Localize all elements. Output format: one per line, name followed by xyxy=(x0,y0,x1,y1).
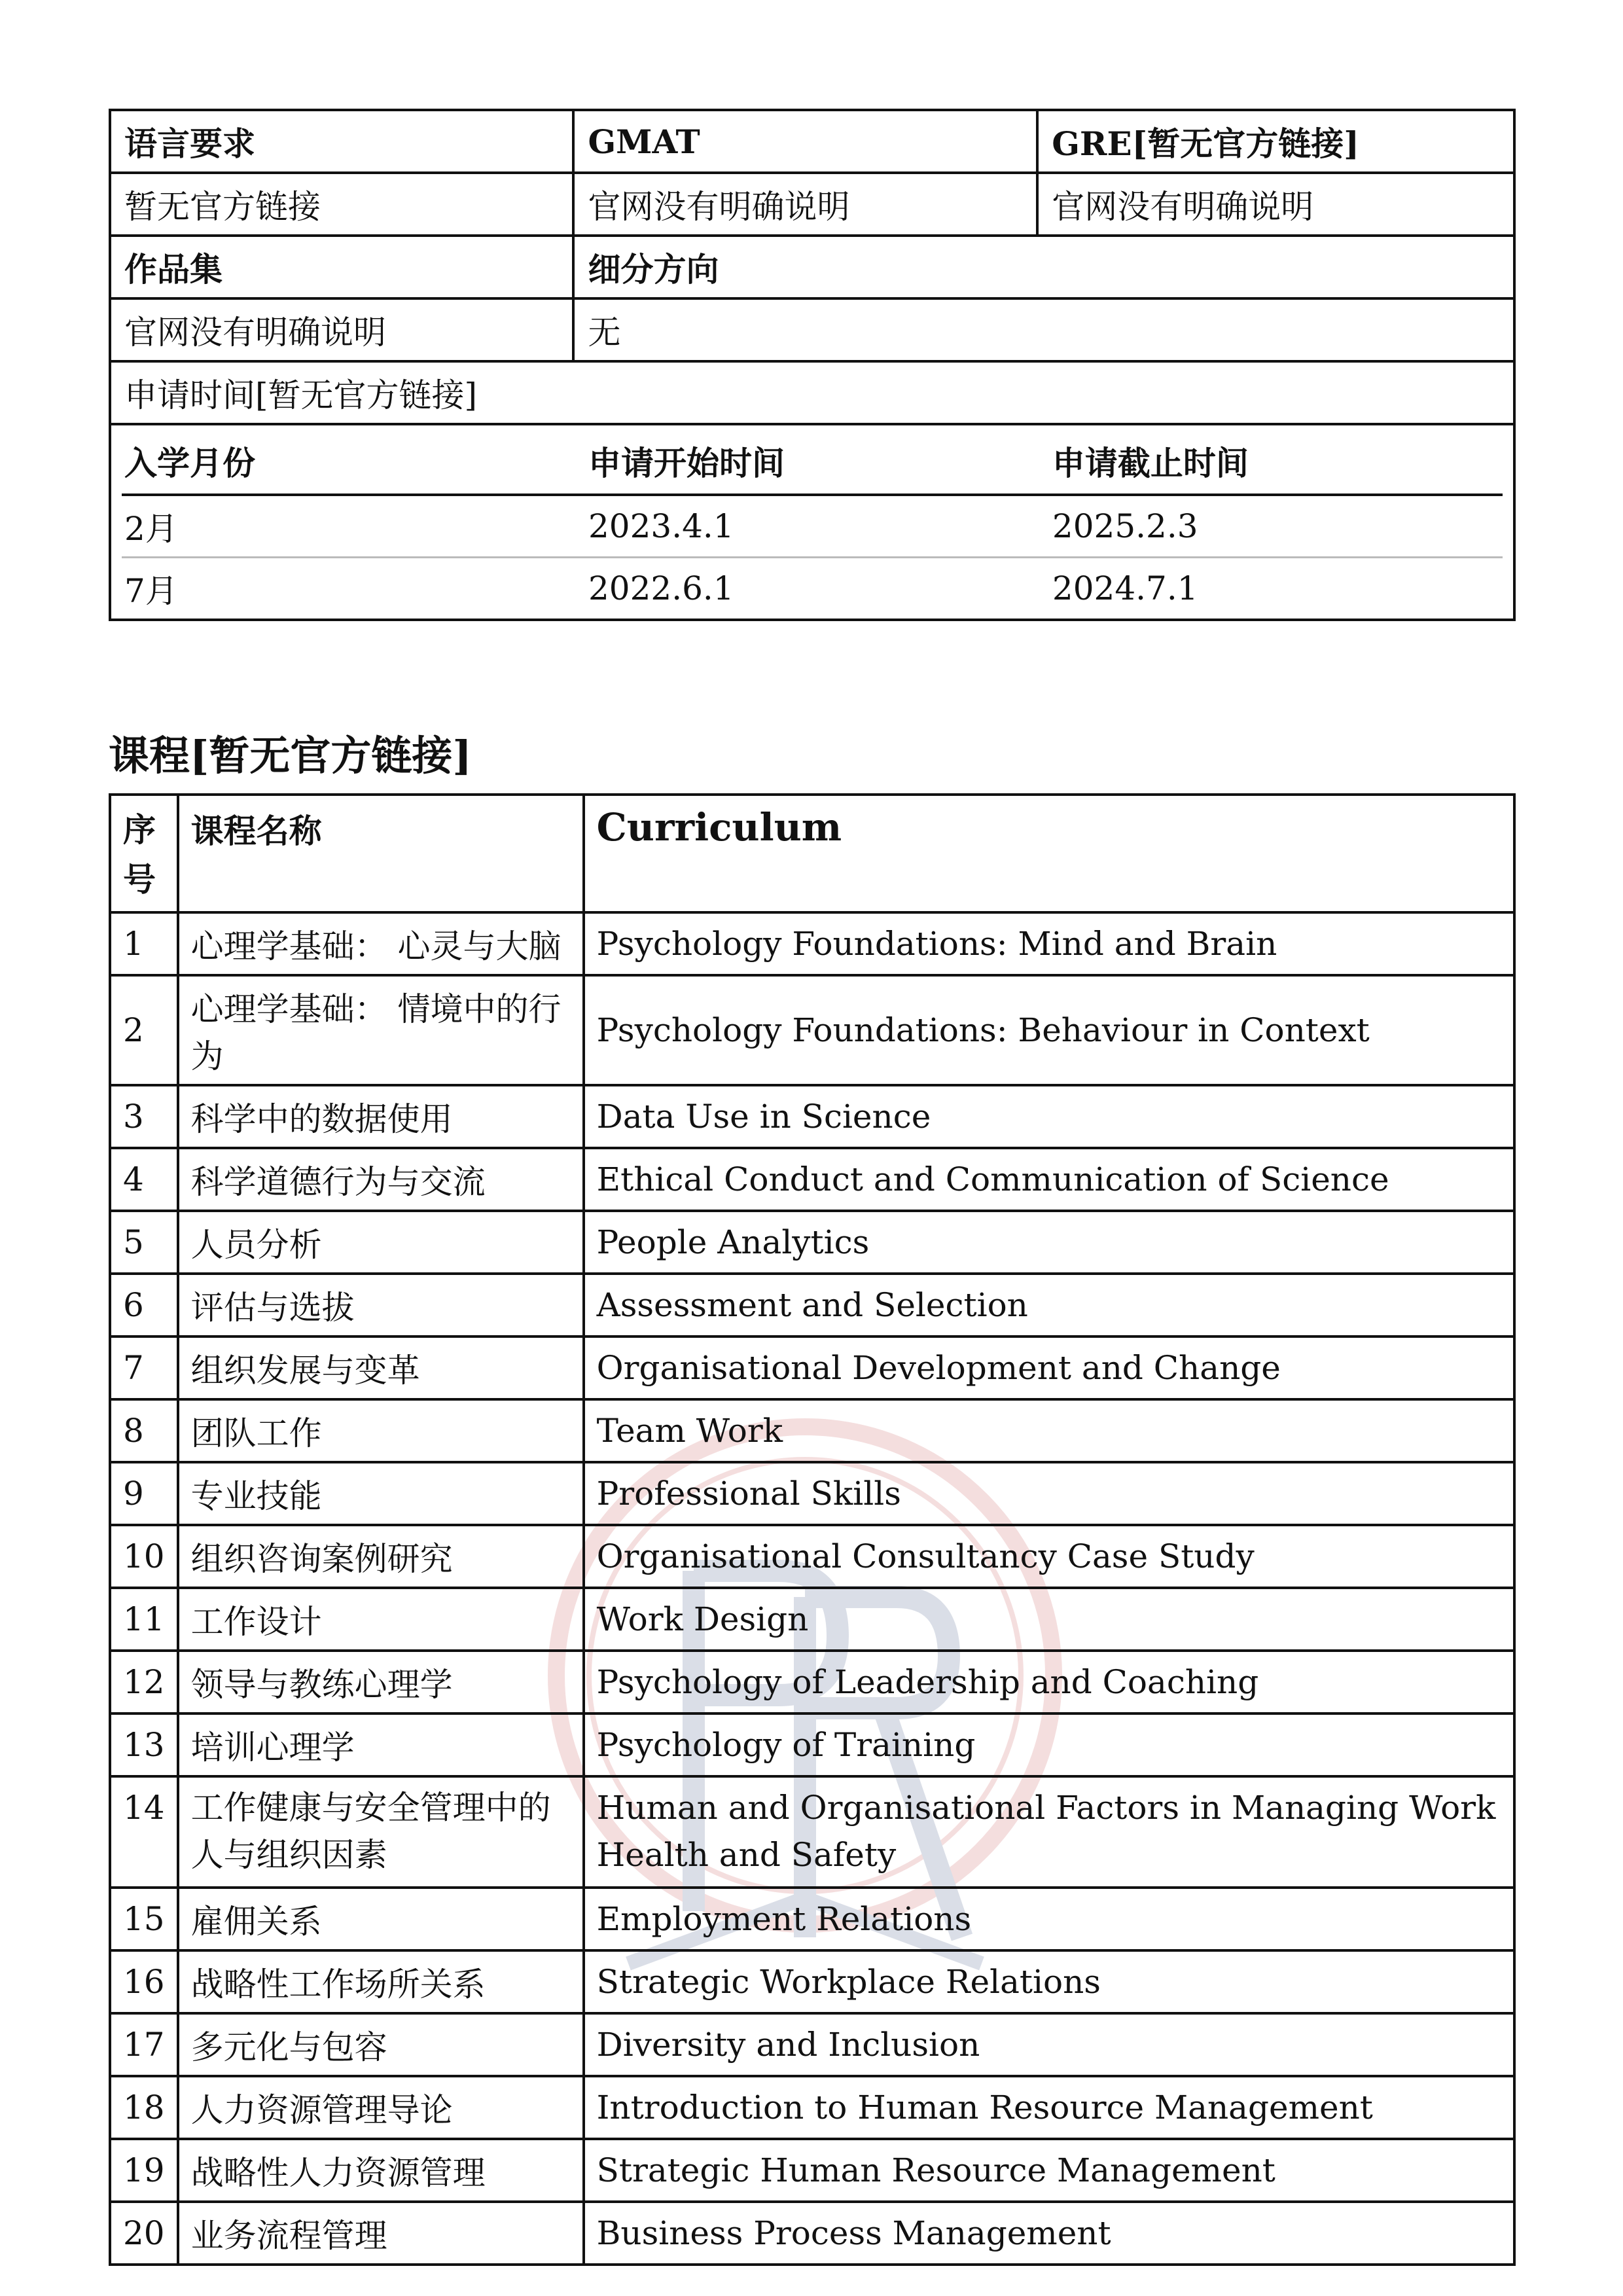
header-number: 序号 xyxy=(110,795,178,912)
language-value: 暂无官方链接 xyxy=(110,173,573,236)
course-english-name: Professional Skills xyxy=(584,1462,1514,1525)
direction-value: 无 xyxy=(573,298,1514,361)
portfolio-value: 官网没有明确说明 xyxy=(110,298,573,361)
course-chinese-name: 心理学基础： 心灵与大脑 xyxy=(178,912,584,975)
course-number: 19 xyxy=(110,2139,178,2202)
course-english-name: Work Design xyxy=(584,1588,1514,1651)
course-number: 13 xyxy=(110,1713,178,1776)
course-row xyxy=(110,1211,1514,1274)
course-row xyxy=(110,1888,1514,1950)
course-number: 17 xyxy=(110,2013,178,2076)
intake-header-row xyxy=(122,428,1503,495)
course-number: 12 xyxy=(110,1651,178,1713)
course-number: 1 xyxy=(110,912,178,975)
course-number: 4 xyxy=(110,1148,178,1211)
course-number: 15 xyxy=(110,1888,178,1950)
course-english-name: Introduction to Human Resource Management xyxy=(584,2076,1514,2139)
course-row xyxy=(110,1588,1514,1651)
intake-table xyxy=(122,428,1503,619)
course-number: 18 xyxy=(110,2076,178,2139)
course-english-name: Diversity and Inclusion xyxy=(584,2013,1514,2076)
course-english-name: Team Work xyxy=(584,1399,1514,1462)
course-english-name: People Analytics xyxy=(584,1211,1514,1274)
intake-header-start: 申请开始时间 xyxy=(586,428,1050,495)
course-chinese-name: 团队工作 xyxy=(178,1399,584,1462)
intake-cell xyxy=(110,424,1514,620)
course-row xyxy=(110,1336,1514,1399)
course-chinese-name: 心理学基础： 情境中的行为 xyxy=(178,975,584,1085)
course-chinese-name: 工作设计 xyxy=(178,1588,584,1651)
intake-start: 2022.6.1 xyxy=(588,569,734,607)
course-row xyxy=(110,975,1514,1085)
course-chinese-name: 组织咨询案例研究 xyxy=(178,1525,584,1588)
language-label: 语言要求 xyxy=(110,110,573,173)
course-number: 6 xyxy=(110,1274,178,1336)
course-row xyxy=(110,1148,1514,1211)
curriculum-header-row xyxy=(110,795,1514,912)
intake-end: 2024.7.1 xyxy=(1052,569,1198,607)
course-chinese-name: 组织发展与变革 xyxy=(178,1336,584,1399)
course-english-name: Employment Relations xyxy=(584,1888,1514,1950)
course-chinese-name: 领导与教练心理学 xyxy=(178,1651,584,1713)
gmat-label: GMAT xyxy=(573,110,1037,173)
course-chinese-name: 多元化与包容 xyxy=(178,2013,584,2076)
course-row xyxy=(110,2139,1514,2202)
course-row xyxy=(110,1462,1514,1525)
gre-label: GRE[暂无官方链接] xyxy=(1037,110,1514,173)
intake-header-end: 申请截止时间 xyxy=(1050,428,1503,495)
course-chinese-name: 科学中的数据使用 xyxy=(178,1085,584,1148)
course-row xyxy=(110,1950,1514,2013)
course-number: 14 xyxy=(110,1776,178,1888)
intake-end: 2025.2.3 xyxy=(1050,495,1503,558)
course-row xyxy=(110,1713,1514,1776)
course-chinese-name: 人力资源管理导论 xyxy=(178,2076,584,2139)
course-row xyxy=(110,2013,1514,2076)
curriculum-title: 课程[暂无官方链接] xyxy=(109,732,472,780)
course-number: 3 xyxy=(110,1085,178,1148)
course-english-name: Psychology of Leadership and Coaching xyxy=(584,1651,1514,1713)
course-row xyxy=(110,1651,1514,1713)
course-english-name: Strategic Workplace Relations xyxy=(584,1950,1514,2013)
course-row xyxy=(110,912,1514,975)
intake-row xyxy=(122,495,1503,558)
course-row xyxy=(110,1085,1514,1148)
course-english-name: Psychology Foundations: Behaviour in Context xyxy=(584,975,1514,1085)
course-chinese-name: 人员分析 xyxy=(178,1211,584,1274)
curriculum-table xyxy=(109,793,1516,2266)
course-chinese-name: 业务流程管理 xyxy=(178,2202,584,2265)
course-english-name: Psychology of Training xyxy=(584,1713,1514,1776)
intake-start: 2023.4.1 xyxy=(586,495,1050,558)
course-chinese-name: 工作健康与安全管理中的人与组织因素 xyxy=(178,1776,584,1888)
gre-value: 官网没有明确说明 xyxy=(1037,173,1514,236)
course-row xyxy=(110,2202,1514,2265)
intake-month: 2月 xyxy=(122,495,586,558)
header-curriculum: Curriculum xyxy=(584,795,1514,912)
intake-row xyxy=(122,558,1503,619)
course-english-name: Human and Organisational Factors in Managing Work Health and Safety xyxy=(584,1776,1514,1888)
course-english-name: Organisational Development and Change xyxy=(584,1336,1514,1399)
course-chinese-name: 雇佣关系 xyxy=(178,1888,584,1950)
intake-header-month: 入学月份 xyxy=(122,428,586,495)
gmat-value: 官网没有明确说明 xyxy=(573,173,1037,236)
requirements-table xyxy=(109,109,1516,621)
intake-month: 7月 xyxy=(124,572,178,610)
course-number: 10 xyxy=(110,1525,178,1588)
course-english-name: Strategic Human Resource Management xyxy=(584,2139,1514,2202)
course-english-name: Business Process Management xyxy=(584,2202,1514,2265)
course-chinese-name: 评估与选拔 xyxy=(178,1274,584,1336)
course-number: 5 xyxy=(110,1211,178,1274)
header-chinese-name: 课程名称 xyxy=(178,795,584,912)
course-list xyxy=(110,912,1514,2265)
course-number: 20 xyxy=(110,2202,178,2265)
course-number: 16 xyxy=(110,1950,178,2013)
course-english-name: Assessment and Selection xyxy=(584,1274,1514,1336)
course-chinese-name: 战略性人力资源管理 xyxy=(178,2139,584,2202)
course-row xyxy=(110,2076,1514,2139)
direction-label: 细分方向 xyxy=(573,236,1514,298)
course-english-name: Ethical Conduct and Communication of Science xyxy=(584,1148,1514,1211)
course-number: 7 xyxy=(110,1336,178,1399)
course-number: 9 xyxy=(110,1462,178,1525)
course-chinese-name: 培训心理学 xyxy=(178,1713,584,1776)
course-number: 11 xyxy=(110,1588,178,1651)
course-row xyxy=(110,1399,1514,1462)
course-chinese-name: 专业技能 xyxy=(178,1462,584,1525)
course-english-name: Psychology Foundations: Mind and Brain xyxy=(584,912,1514,975)
course-english-name: Organisational Consultancy Case Study xyxy=(584,1525,1514,1588)
course-row xyxy=(110,1776,1514,1888)
course-row xyxy=(110,1525,1514,1588)
course-number: 8 xyxy=(110,1399,178,1462)
course-number: 2 xyxy=(110,975,178,1085)
portfolio-label: 作品集 xyxy=(110,236,573,298)
course-chinese-name: 科学道德行为与交流 xyxy=(178,1148,584,1211)
course-chinese-name: 战略性工作场所关系 xyxy=(178,1950,584,2013)
application-time-label: 申请时间[暂无官方链接] xyxy=(110,361,1514,424)
course-english-name: Data Use in Science xyxy=(584,1085,1514,1148)
course-row xyxy=(110,1274,1514,1336)
